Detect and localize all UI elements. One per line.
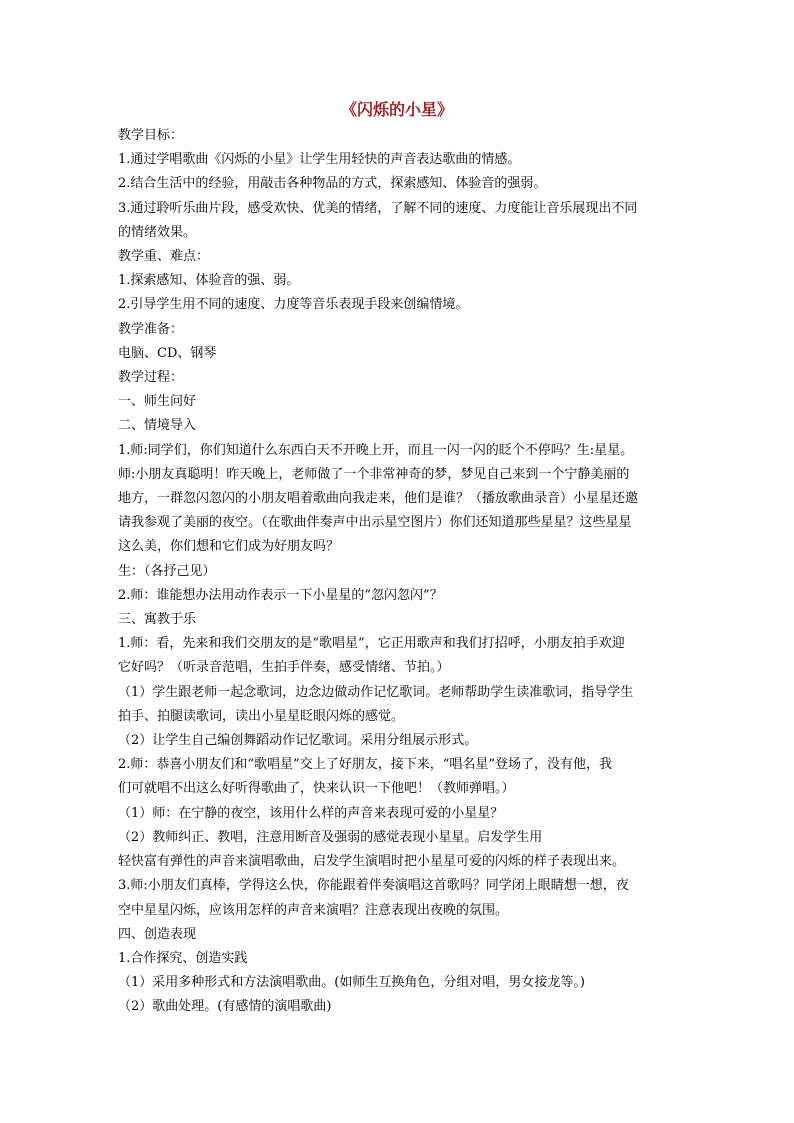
text-line: （1）采用多种形式和方法演唱歌曲。(如师生互换角色，分组对唱，男女接龙等。) (118, 975, 585, 991)
text-line: 2.结合生活中的经验，用敲击各种物品的方式，探索感知、体验音的强弱。 (118, 176, 547, 192)
text-line: 1.探索感知、体验音的强、弱。 (118, 273, 300, 289)
text-line: 2.引导学生用不同的速度、力度等音乐表现手段来创编情境。 (118, 297, 469, 313)
text-line: （2）歌曲处理。(有感情的演唱歌曲) (118, 999, 332, 1015)
text-line: 教学准备： (118, 321, 184, 337)
text-line: 请我参观了美丽的夜空。（在歌曲伴奏声中出示星空图片）你们还知道那些星星？这些星星 (118, 515, 632, 531)
document-body (118, 124, 678, 1020)
text-line: 教学重、难点： (118, 249, 210, 265)
text-line: 它好吗？（听录音范唱，生拍手伴奏，感受情绪、节拍。） (118, 660, 450, 676)
text-line: 们可就唱不出这么好听得歌曲了，快来认识一下他吧！（教师弹唱。） (118, 781, 515, 797)
text-line: 二、情境导入 (118, 418, 197, 434)
text-line: 生：（各抒己见） (118, 563, 216, 579)
text-line: （1）学生跟老师一起念歌词，边念边做动作记忆歌词。老师帮助学生读准歌词，指导学生 (118, 684, 634, 700)
text-line: （2）教师纠正、教唱，注意用断音及强弱的感觉表现小星星。启发学生用 (118, 829, 543, 845)
text-line: （2）让学生自己编创舞蹈动作记忆歌词。采用分组展示形式。 (118, 733, 478, 749)
text-line: 教学过程： (118, 370, 184, 386)
text-line: 的情绪效果。 (118, 224, 197, 240)
text-line: 这么美，你们想和它们成为好朋友吗？ (118, 539, 340, 555)
text-line: 师:小朋友真聪明！昨天晚上，老师做了一个非常神奇的梦，梦见自己来到一个宁静美丽的 (118, 466, 630, 482)
text-line: 一、师生问好 (118, 394, 197, 410)
text-line: 轻快富有弹性的声音来演唱歌曲，启发学生演唱时把小星星可爱的闪烁的样子表现出来。 (118, 854, 626, 870)
text-line: 空中星星闪烁，应该用怎样的声音来演唱？注意表现出夜晚的氛围。 (118, 902, 509, 918)
text-line: 1.师:同学们，你们知道什么东西白天不开晚上开，而且一闪一闪的眨个不停吗？生:星星。 (118, 442, 634, 458)
text-line: 2.师：恭喜小朋友们和“歌唱星”交上了好朋友，接下来，“唱名星”登场了，没有他，我 (118, 757, 612, 773)
text-line: 1.通过学唱歌曲《闪烁的小星》让学生用轻快的声音表达歌曲的情感。 (118, 152, 521, 168)
text-line: 教学目标： (118, 128, 184, 143)
text-line: 1.合作探究、创造实践 (118, 950, 248, 966)
text-line: 拍手、拍腿读歌词，读出小星星眨眼闪烁的感觉。 (118, 708, 405, 724)
text-line: （1）师：在宁静的夜空，该用什么样的声音来表现可爱的小星星？ (118, 805, 504, 821)
text-line: 1.师：看，先来和我们交朋友的是“歌唱星”，它正用歌声和我们打招呼，小朋友拍手欢迎 (118, 636, 625, 652)
text-line: 四、创造表现 (118, 926, 197, 942)
text-line: 3.师:小朋友们真棒，学得这么快，你能跟着伴奏演唱这首歌吗？同学闭上眼睛想一想，夜 (118, 878, 629, 894)
text-line: 三、寓教于乐 (118, 612, 197, 628)
text-line: 地方，一群忽闪忽闪的小朋友唱着歌曲向我走来，他们是谁？（播放歌曲录音）小星星还邀 (118, 491, 639, 507)
text-line: 2.师：谁能想办法用动作表示一下小星星的“忽闪忽闪”？ (118, 587, 443, 603)
text-line: 电脑、CD、钢琴 (118, 345, 217, 361)
document-title: 《闪烁的小星》 (340, 100, 453, 119)
text-line: 3.通过聆听乐曲片段，感受欢快、优美的情绪，了解不同的速度、力度能让音乐展现出不同 (118, 200, 638, 216)
